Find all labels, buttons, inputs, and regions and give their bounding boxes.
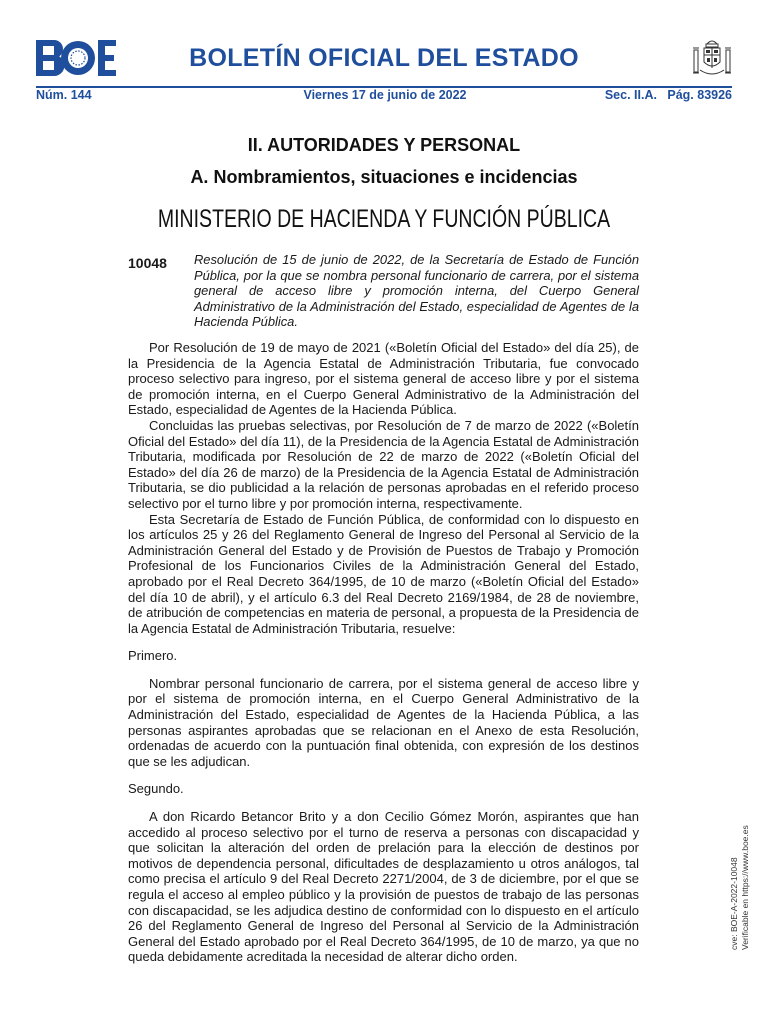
issue-number: Núm. 144 [36,88,92,102]
paragraph-4: Nombrar personal funcionario de carrera, por el sistema general de acceso libre y por el sistema de promoción interna, en el Cuerpo General Administrativo de la Administración del Estado, especialidad de Agentes de la Hacienda Pública, a las personas aspirantes aprobadas que se relacionan en el Anexo de esta Resolución, ordenadas de acuerdo con la puntuación final obtenida, con expresión de los destinos que se les adjudican. [128,675,639,769]
issue-date: Viernes 17 de junio de 2022 [303,88,467,102]
verify-url: Verificable en https://www.boe.es [740,825,750,950]
paragraph-1: Por Resolución de 19 de mayo de 2021 («Boletín Oficial del Estado» del día 25), de la Presidencia de la Agencia Estatal de Administración Tributaria, fue convocado proceso selectivo para ingreso, por el sistema general de acceso libre y por el sistema de promoción interna, en el Cuerpo General Administrativo de la Administración del Estado, especialidad de Agentes de la Hacienda Pública. [128,340,639,418]
paragraph-5: A don Ricardo Betancor Brito y a don Cecilio Gómez Morón, aspirantes que han accedido al proceso selectivo por el turno de reserva a personas con discapacidad y que solicitan la alteración del orden de prelación para la elección de destinos por motivos de dependencia personal, dificultades de desplazamiento u otros análogos, tal como precisa el artículo 9 del Real Decreto 2271/2004, de 3 de diciembre, por el que se regula el acceso al empleo público y la provisión de puestos de trabajo de las personas con discapacidad, se les adjudica destino de conformidad con lo dispuesto en el artículo 26 del Reglamento General de Ingreso del Personal al Servicio de la Administración General del Estado aprobado por el Real Decreto 364/1995, de 10 de marzo, ya que no queda debidamente acreditada la necesidad de alterar dicho orden. [128,809,639,965]
section-title: II. AUTORIDADES Y PERSONAL [247,135,521,155]
bulletin-title: BOLETÍN OFICIAL DEL ESTADO [189,44,579,72]
resolution-number: 10048 [128,255,167,271]
paragraph-3: Esta Secretaría de Estado de Función Pública, de conformidad con lo dispuesto en los artículos 25 y 26 del Reglamento General de Ingreso del Personal al Servicio de la Administración General del Estado y de Provisión de Puestos de Trabajo y Promoción Profesional de los Funcionarios Civiles de la Administración General del Estado, aprobado por el Real Decreto 364/1995, de 10 de marzo («Boletín Oficial del Estado» del día 10 de abril), y el artículo 6.3 del Real Decreto 2169/1984, de 28 de noviembre, de atribución de competencias en materia de personal, a propuesta de la Presidencia de la Agencia Estatal de Administración Tributaria, resuelve: [128,511,639,636]
boe-logo [36,40,116,76]
resolution-body [128,340,639,965]
section-subtitle: A. Nombramientos, situaciones e incidencias [190,167,578,187]
heading-segundo: Segundo. [128,781,184,797]
paragraph-2: Concluidas las pruebas selectivas, por Resolución de 7 de marzo de 2022 («Boletín Oficial del Estado» del día 11), de la Presidencia de la Agencia Estatal de Administración Tributaria, modificada por Resolución de 22 de marzo de 2022 («Boletín Oficial del Estado» del día 26 de marzo) de la Presidencia de la Agencia Estatal de Administración Tributaria, se dio publicidad a la relación de personas aprobadas en el referido proceso selectivo por el turno libre y por promoción interna, respectivamente. [128,417,639,511]
heading-primero: Primero. [128,648,178,664]
ministry-heading: MINISTERIO DE HACIENDA Y FUNCIÓN PÚBLICA [157,205,611,233]
cve-code: cve: BOE-A-2022-10048 [729,857,739,950]
coat-of-arms-icon [690,36,734,80]
cve-margin-note [729,825,751,950]
section-page: Sec. II.A. Pág. 83926 [604,88,732,102]
resolution-summary: Resolución de 15 de junio de 2022, de la Secretaría de Estado de Función Pública, por la que se nombra personal funcionario de carrera, por el sistema general de acceso libre y promoción interna, del Cuerpo General Administrativo de la Administración del Estado, especialidad de Agentes de la Hacienda Pública. [194,252,639,330]
